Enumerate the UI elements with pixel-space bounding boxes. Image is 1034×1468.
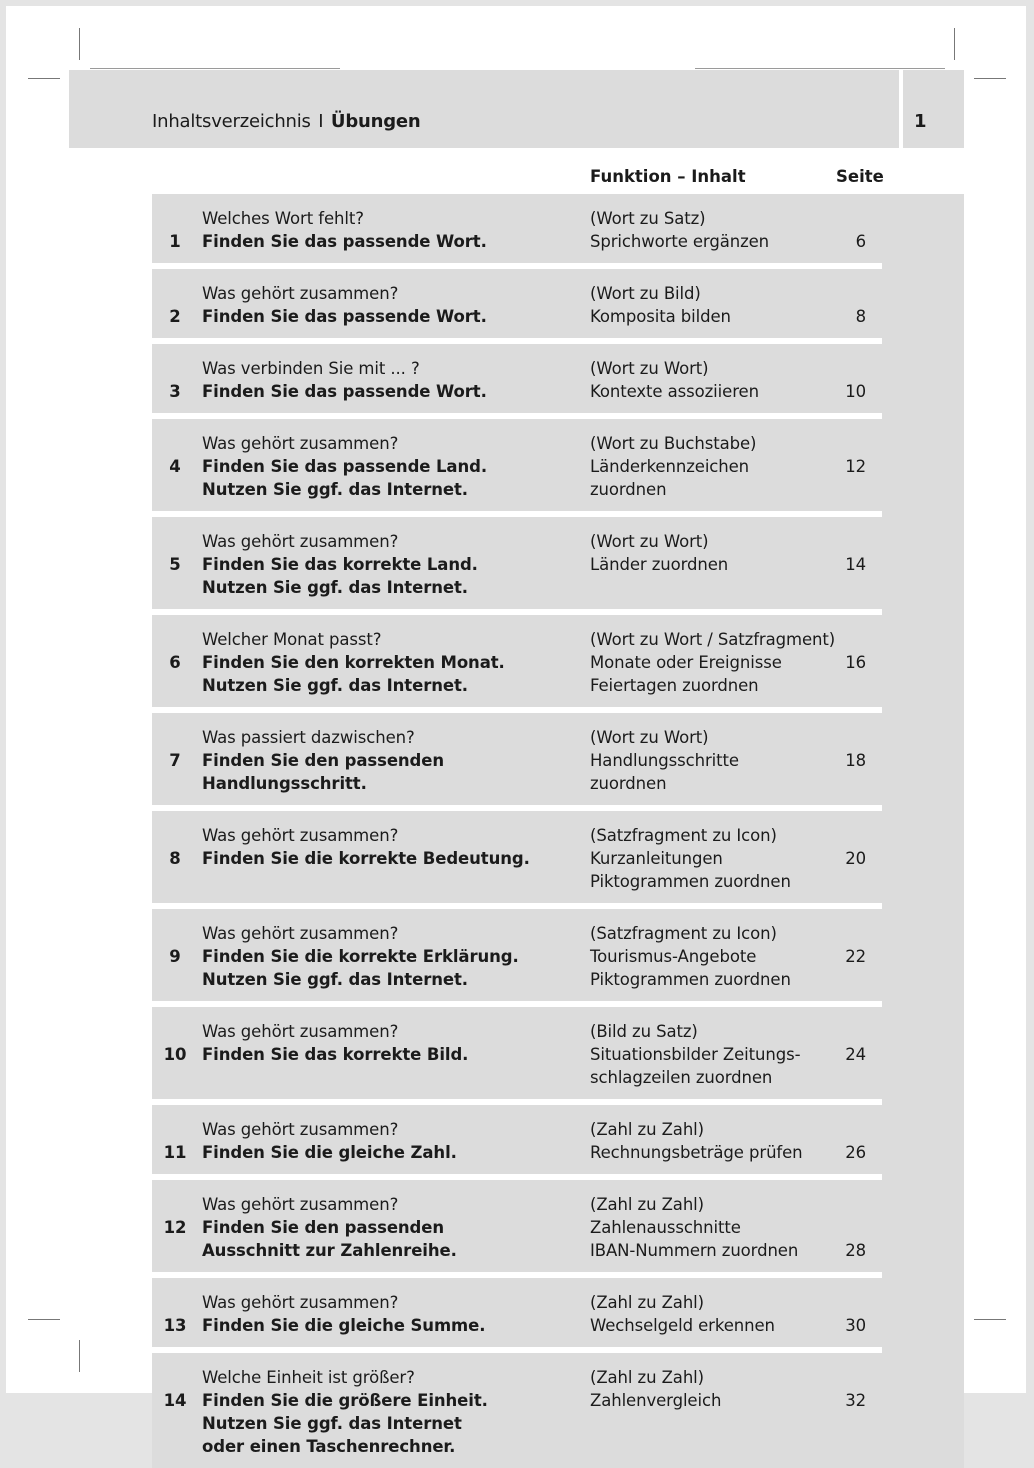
exercise-function	[590, 1118, 803, 1164]
exercise-question: Was gehört zusammen?	[202, 1120, 399, 1139]
exercise-instruction: Nutzen Sie ggf. das Internet	[202, 1414, 462, 1433]
function-line: (Zahl zu Zahl)	[590, 1120, 704, 1139]
exercise-task	[202, 1020, 468, 1066]
exercise-question: Was gehört zusammen?	[202, 924, 399, 943]
bleed-line	[90, 68, 340, 69]
exercise-task	[202, 530, 478, 599]
toc-row	[152, 1105, 882, 1174]
side-band	[882, 909, 964, 1007]
function-line: (Satzfragment zu Icon)	[590, 826, 777, 845]
function-line: Rechnungsbeträge prüfen	[590, 1143, 803, 1162]
header-band	[69, 70, 899, 148]
exercise-instruction: Nutzen Sie ggf. das Internet.	[202, 970, 468, 989]
function-line: Länderkennzeichen	[590, 457, 750, 476]
function-line: Sprichworte ergänzen	[590, 232, 770, 251]
exercise-instruction: Finden Sie die gleiche Summe.	[202, 1316, 486, 1335]
exercise-number: 13	[163, 1316, 187, 1335]
toc-row	[152, 344, 882, 413]
exercise-page: 10	[845, 382, 866, 401]
exercise-function	[590, 432, 756, 501]
exercise-question: Welcher Monat passt?	[202, 630, 382, 649]
toc-row	[152, 713, 882, 805]
exercise-number: 10	[163, 1045, 187, 1064]
side-band	[882, 344, 964, 419]
section-label: Inhaltsverzeichnis	[152, 111, 311, 132]
function-line: (Zahl zu Zahl)	[590, 1293, 704, 1312]
side-band	[882, 1353, 964, 1468]
exercise-number: 6	[169, 653, 181, 672]
function-line: (Bild zu Satz)	[590, 1022, 698, 1041]
exercise-function	[590, 824, 791, 893]
exercise-task	[202, 1291, 485, 1337]
exercise-instruction: Finden Sie die größere Einheit.	[202, 1391, 488, 1410]
function-line: Tourismus-Angebote	[590, 947, 757, 966]
exercise-number: 8	[169, 849, 181, 868]
function-line: zuordnen	[590, 774, 667, 793]
exercise-number: 7	[169, 751, 181, 770]
exercise-function	[590, 207, 769, 253]
exercise-task	[202, 1193, 457, 1262]
function-line: (Wort zu Wort)	[590, 728, 709, 747]
function-line: schlagzeilen zuordnen	[590, 1068, 773, 1087]
toc-row	[152, 1007, 882, 1099]
exercise-task	[202, 207, 487, 253]
function-line: Kurzanleitungen	[590, 849, 723, 868]
function-line: Länder zuordnen	[590, 555, 729, 574]
crop-mark	[79, 28, 80, 60]
exercise-function	[590, 357, 759, 403]
crop-mark	[974, 78, 1006, 79]
exercise-function	[590, 1291, 775, 1337]
exercise-number: 1	[169, 232, 181, 251]
side-band	[882, 713, 964, 811]
exercise-function	[590, 530, 728, 576]
function-line: Komposita bilden	[590, 307, 731, 326]
side-band	[882, 1180, 964, 1278]
function-line: zuordnen	[590, 480, 667, 499]
toc-row	[152, 517, 882, 609]
exercise-question: Was passiert dazwischen?	[202, 728, 415, 747]
toc-row	[152, 1353, 964, 1468]
exercise-instruction: Finden Sie das korrekte Bild.	[202, 1045, 469, 1064]
exercise-function	[590, 282, 731, 328]
function-line: (Wort zu Wort)	[590, 532, 709, 551]
exercise-instruction: Finden Sie das passende Wort.	[202, 307, 487, 326]
side-band	[882, 811, 964, 909]
exercise-page: 6	[855, 232, 866, 251]
function-line: (Zahl zu Zahl)	[590, 1368, 704, 1387]
exercise-function	[590, 726, 739, 795]
exercise-task	[202, 1366, 488, 1458]
side-band	[882, 615, 964, 713]
exercise-question: Was gehört zusammen?	[202, 284, 399, 303]
exercise-task	[202, 282, 487, 328]
toc-row	[152, 909, 882, 1001]
exercise-page: 8	[855, 307, 866, 326]
exercise-number: 12	[163, 1218, 187, 1237]
exercise-page: 12	[845, 457, 866, 476]
side-band	[882, 269, 964, 344]
exercise-question: Welches Wort fehlt?	[202, 209, 364, 228]
exercise-instruction: Ausschnitt zur Zahlenreihe.	[202, 1241, 457, 1260]
toc-row	[152, 615, 882, 707]
exercise-instruction: Finden Sie das korrekte Land.	[202, 555, 478, 574]
exercise-number: 14	[163, 1391, 187, 1410]
exercise-page: 18	[845, 751, 866, 770]
exercise-function	[590, 1020, 800, 1089]
crop-mark	[954, 28, 955, 60]
crop-mark	[28, 1319, 60, 1320]
exercise-question: Was gehört zusammen?	[202, 1022, 399, 1041]
toc-row	[152, 194, 882, 263]
exercise-instruction: Finden Sie das passende Wort.	[202, 232, 487, 251]
exercise-instruction: Finden Sie den korrekten Monat.	[202, 653, 505, 672]
exercise-number: 9	[169, 947, 181, 966]
exercise-instruction: Nutzen Sie ggf. das Internet.	[202, 676, 468, 695]
exercise-function	[590, 1193, 798, 1262]
side-band	[882, 517, 964, 615]
exercise-question: Was gehört zusammen?	[202, 532, 399, 551]
function-line: (Wort zu Buchstabe)	[590, 434, 757, 453]
exercise-page: 32	[845, 1391, 866, 1410]
exercise-instruction: oder einen Taschenrechner.	[202, 1437, 456, 1456]
side-band	[882, 1007, 964, 1105]
side-band	[882, 1278, 964, 1353]
function-line: (Zahl zu Zahl)	[590, 1195, 704, 1214]
exercise-number: 3	[169, 382, 181, 401]
exercise-page: 20	[845, 849, 866, 868]
exercise-instruction: Handlungsschritt.	[202, 774, 367, 793]
function-line: (Wort zu Satz)	[590, 209, 706, 228]
exercise-instruction: Nutzen Sie ggf. das Internet.	[202, 578, 468, 597]
exercise-page: 28	[845, 1241, 866, 1260]
exercise-number: 11	[163, 1143, 187, 1162]
exercise-question: Was gehört zusammen?	[202, 826, 399, 845]
exercise-task	[202, 357, 487, 403]
page-title	[152, 111, 421, 132]
exercise-task	[202, 726, 444, 795]
page-number: 1	[914, 111, 927, 132]
function-line: (Wort zu Wort)	[590, 359, 709, 378]
toc-row	[152, 269, 882, 338]
function-line: Wechselgeld erkennen	[590, 1316, 775, 1335]
exercise-instruction: Finden Sie die korrekte Erklärung.	[202, 947, 519, 966]
exercise-task	[202, 1118, 457, 1164]
exercise-question: Was gehört zusammen?	[202, 1293, 399, 1312]
exercise-function	[590, 628, 835, 697]
exercise-task	[202, 628, 505, 697]
function-line: Zahlenvergleich	[590, 1391, 722, 1410]
side-band	[882, 1105, 964, 1180]
side-band	[882, 419, 964, 517]
exercise-instruction: Finden Sie die korrekte Bedeutung.	[202, 849, 530, 868]
column-header-page: Seite	[836, 167, 884, 186]
exercise-instruction: Nutzen Sie ggf. das Internet.	[202, 480, 468, 499]
function-line: Situationsbilder Zeitungs-	[590, 1045, 801, 1064]
function-line: Zahlenausschnitte	[590, 1218, 741, 1237]
function-line: (Wort zu Bild)	[590, 284, 701, 303]
toc-row	[152, 1278, 882, 1347]
crop-mark	[28, 78, 60, 79]
exercise-page: 26	[845, 1143, 866, 1162]
function-line: Monate oder Ereignisse	[590, 653, 782, 672]
exercise-number: 4	[169, 457, 181, 476]
exercise-number: 2	[169, 307, 181, 326]
exercise-number: 5	[169, 555, 181, 574]
exercise-task	[202, 824, 530, 870]
function-line: Piktogrammen zuordnen	[590, 872, 791, 891]
exercise-instruction: Finden Sie das passende Land.	[202, 457, 487, 476]
bleed-line	[695, 68, 945, 69]
exercise-page: 16	[845, 653, 866, 672]
crop-mark	[79, 1340, 80, 1372]
exercise-instruction: Finden Sie den passenden	[202, 751, 445, 770]
exercise-instruction: Finden Sie das passende Wort.	[202, 382, 487, 401]
side-band	[882, 194, 964, 269]
exercise-question: Welche Einheit ist größer?	[202, 1368, 415, 1387]
function-line: (Satzfragment zu Icon)	[590, 924, 777, 943]
exercise-page: 22	[845, 947, 866, 966]
exercise-instruction: Finden Sie den passenden	[202, 1218, 445, 1237]
function-line: IBAN-Nummern zuordnen	[590, 1241, 799, 1260]
function-line: (Wort zu Wort / Satzfragment)	[590, 630, 836, 649]
exercise-task	[202, 432, 487, 501]
exercise-question: Was verbinden Sie mit ... ?	[202, 359, 420, 378]
exercise-task	[202, 922, 519, 991]
title-separator: I	[318, 111, 324, 132]
exercise-instruction: Finden Sie die gleiche Zahl.	[202, 1143, 457, 1162]
toc-row	[152, 811, 882, 903]
exercise-question: Was gehört zusammen?	[202, 1195, 399, 1214]
function-line: Feiertagen zuordnen	[590, 676, 759, 695]
function-line: Piktogrammen zuordnen	[590, 970, 791, 989]
function-line: Handlungsschritte	[590, 751, 739, 770]
exercise-function	[590, 1366, 721, 1412]
exercise-question: Was gehört zusammen?	[202, 434, 399, 453]
crop-mark	[974, 1319, 1006, 1320]
toc-row	[152, 1180, 882, 1272]
exercise-page: 14	[845, 555, 866, 574]
exercise-function	[590, 922, 791, 991]
toc-row	[152, 419, 882, 511]
title-text: Übungen	[330, 111, 421, 132]
exercise-page: 24	[845, 1045, 866, 1064]
exercise-page: 30	[845, 1316, 866, 1335]
page-number-box	[903, 70, 964, 148]
column-header-function: Funktion – Inhalt	[590, 167, 746, 186]
function-line: Kontexte assoziieren	[590, 382, 759, 401]
